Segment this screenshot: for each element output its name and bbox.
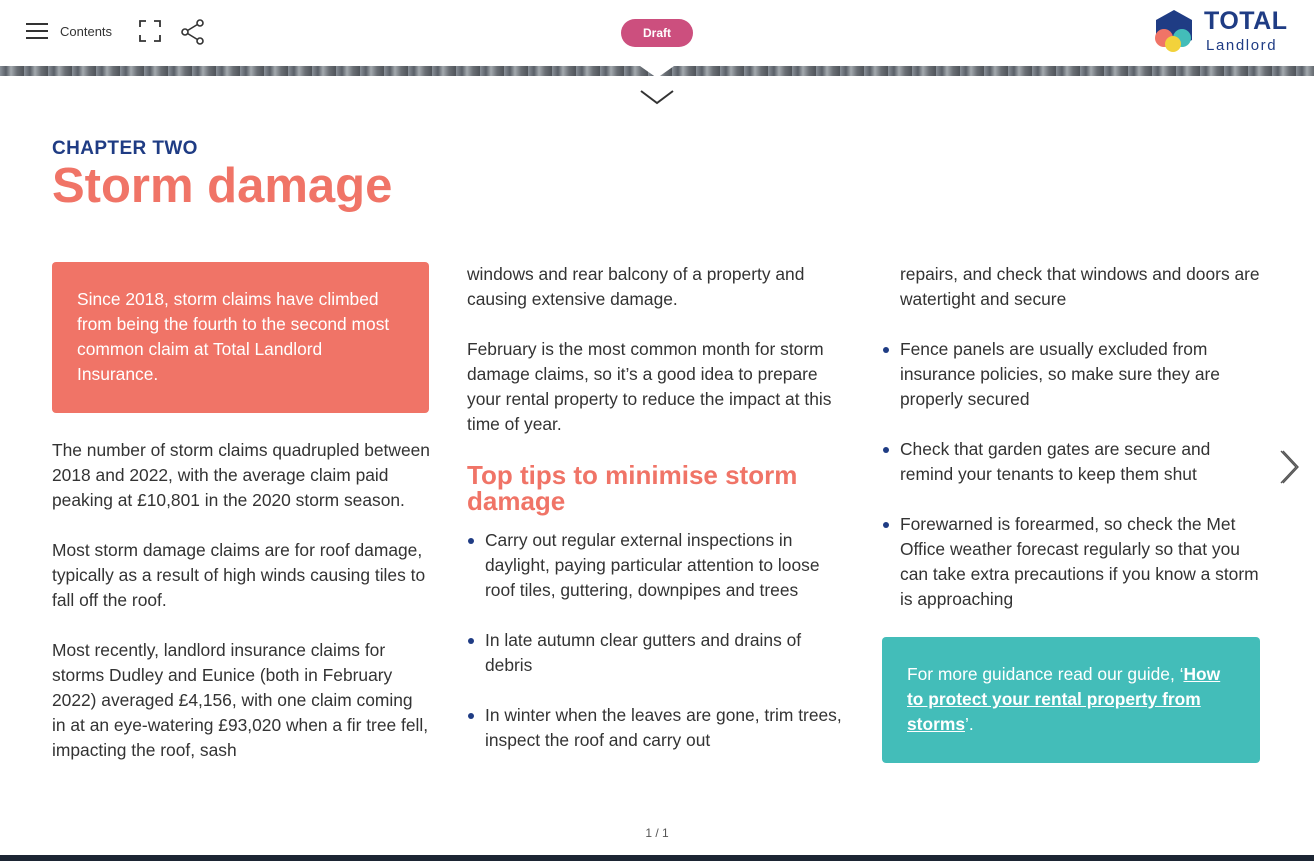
paragraph: The number of storm claims quadrupled between 2018 and 2022, with the average claim paid peaking at £10,801 in the 2020 storm season. [52, 440, 430, 510]
fullscreen-icon[interactable] [138, 19, 162, 43]
logo-text-total: TOTAL [1204, 7, 1288, 35]
bottom-strip [0, 855, 1314, 861]
content-column-2 [467, 262, 847, 753]
guide-callout-box [882, 637, 1260, 763]
share-icon[interactable] [180, 19, 206, 45]
page-title: Storm damage [52, 159, 393, 213]
list-item: Fence panels are usually excluded from insurance policies, so make sure they are properly secured [882, 337, 1262, 412]
logo-mark-icon [1152, 8, 1196, 54]
paragraph: Most recently, landlord insurance claims for storms Dudley and Eunice (both in February 2022) averaged £4,156, with one claim coming in at an eye-watering £93,020 when a fir tree fell, impacting the roof, sash [52, 640, 429, 760]
list-item-continued: repairs, and check that windows and doors are watertight and secure [900, 264, 1260, 309]
guide-suffix: ’. [965, 714, 974, 734]
paragraph: windows and rear balcony of a property and causing extensive damage. [467, 264, 805, 309]
guide-prefix: For more guidance read our guide, ‘ [907, 664, 1184, 684]
list-item: Carry out regular external inspections in daylight, paying particular attention to loose roof tiles, guttering, downpipes and trees [467, 528, 847, 603]
guide-link[interactable]: How to protect your rental property from storms [907, 664, 1221, 734]
top-toolbar [0, 0, 1314, 66]
list-item: In winter when the leaves are gone, trim trees, inspect the roof and carry out [467, 703, 847, 753]
chevron-down-icon[interactable] [639, 88, 675, 106]
section-heading: Top tips to minimise storm damage [467, 460, 798, 516]
tips-list [467, 528, 847, 753]
paragraph: February is the most common month for storm damage claims, so it’s a good idea to prepare your rental property to reduce the impact at this time of year. [467, 339, 832, 434]
menu-icon[interactable] [26, 21, 48, 41]
paragraph: Most storm damage claims are for roof damage, typically as a result of high winds causing tiles to fall off the roof. [52, 540, 426, 610]
content-column-3 [882, 262, 1262, 763]
contents-button[interactable]: Contents [60, 24, 113, 39]
list-item: Forewarned is forearmed, so check the Met Office weather forecast regularly so that you can take extra precautions if you know a storm is approaching [882, 512, 1262, 612]
stat-callout-box: Since 2018, storm claims have climbed from being the fourth to the second most common claim at Total Landlord Insurance. [52, 262, 429, 413]
content-column-1 [52, 262, 430, 763]
logo-text-landlord: Landlord [1206, 37, 1278, 54]
tips-list-continued [882, 337, 1262, 612]
header-notch [640, 66, 674, 78]
list-item: Check that garden gates are secure and remind your tenants to keep them shut [882, 437, 1262, 487]
total-landlord-logo [1152, 6, 1296, 58]
page-indicator: 1 / 1 [645, 826, 669, 840]
chapter-label: CHAPTER TWO [52, 138, 198, 159]
list-item: In late autumn clear gutters and drains of debris [467, 628, 847, 678]
draft-badge: Draft [621, 19, 693, 47]
next-page-arrow-icon[interactable] [1278, 448, 1300, 486]
